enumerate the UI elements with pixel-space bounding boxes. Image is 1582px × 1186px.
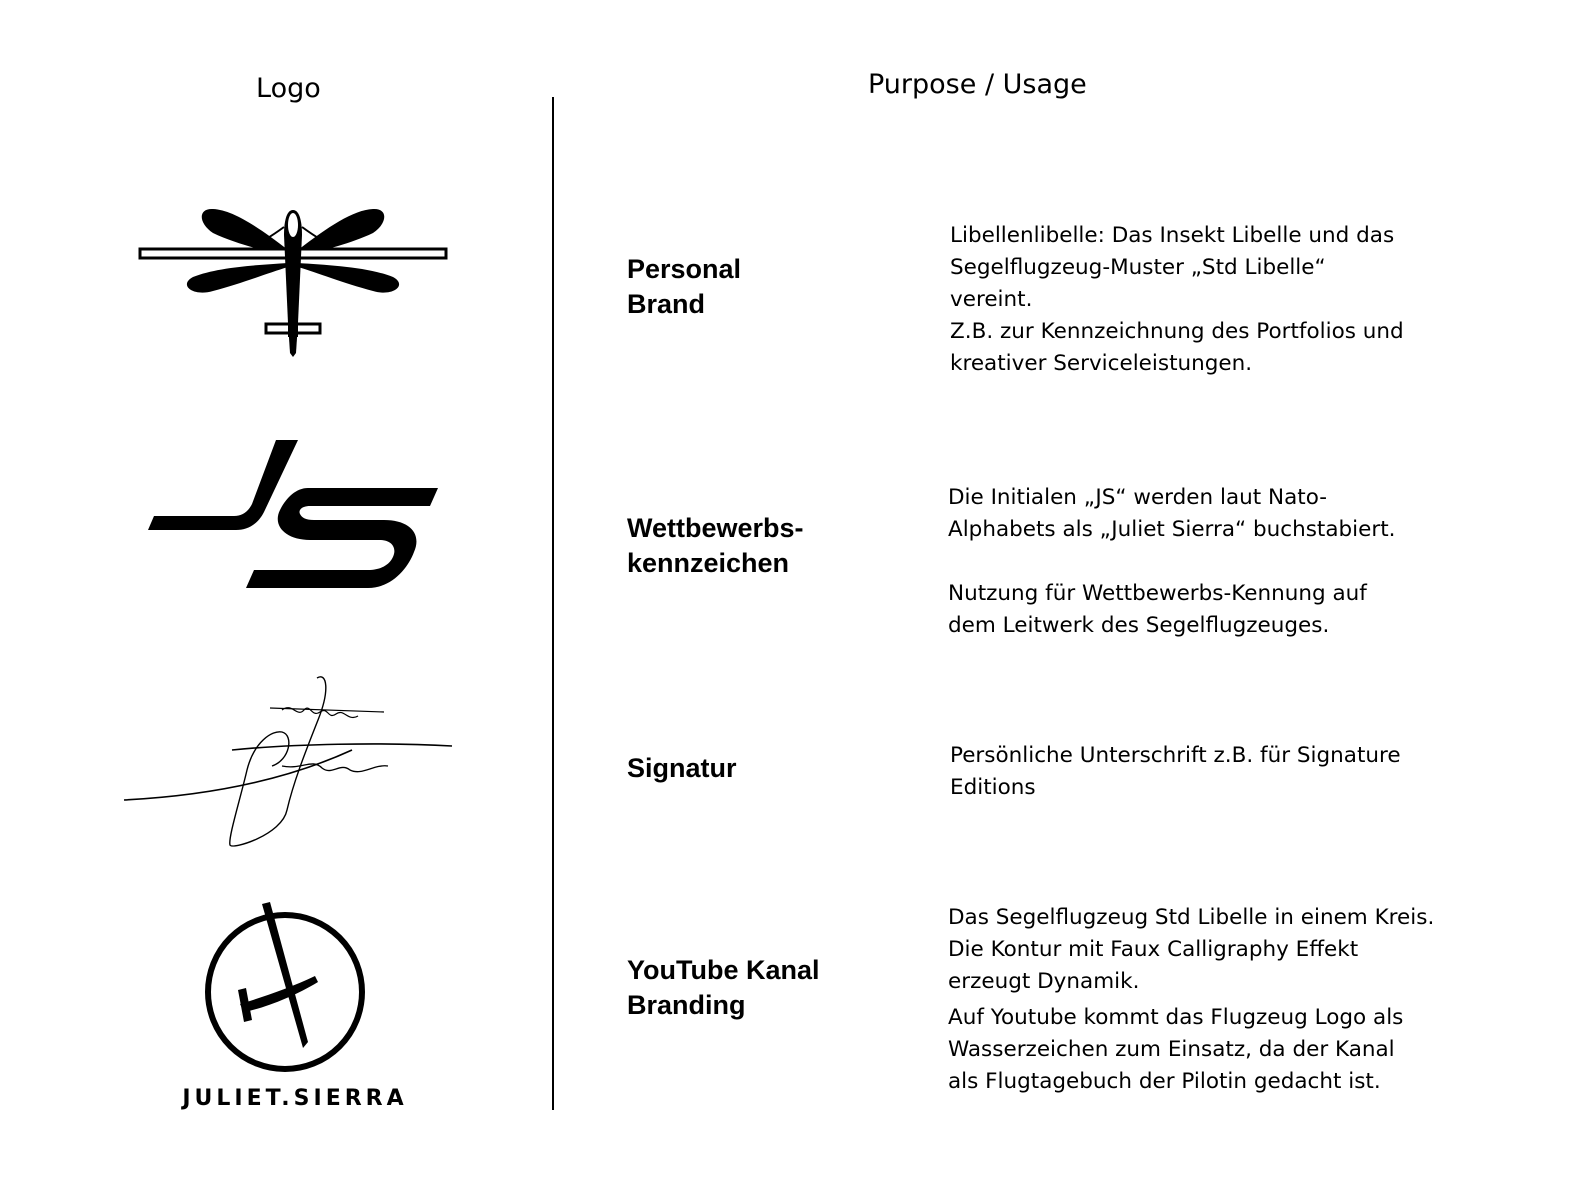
description-paragraph: Libellenlibelle: Das Insekt Libelle und das Segelflugzeug-Muster „Std Libelle“ vereint. Z.B. zur Kennzeichnung des Portfolios und kreativer Serviceleistungen. (950, 223, 1404, 376)
brand-wordmark: JULIET.SIERRA (182, 1086, 408, 1111)
column-divider (552, 97, 554, 1110)
row-description-personal-brand (950, 220, 1404, 380)
description-paragraph: Auf Youtube kommt das Flugzeug Logo als Wasserzeichen zum Einsatz, da der Kanal als Flugtagebuch der Pilotin gedacht ist. (948, 1005, 1404, 1094)
description-paragraph: Persönliche Unterschrift z.B. für Signature Editions (950, 743, 1401, 800)
row-description-signatur (950, 740, 1401, 804)
signature-icon (122, 670, 457, 860)
row-label-signatur: Signatur (627, 753, 737, 783)
description-paragraph: Die Initialen „JS“ werden laut Nato- Alphabets als „Juliet Sierra“ buchstabiert. (948, 485, 1396, 542)
logo-column-header: Logo (256, 73, 321, 104)
row-label-wettbewerbskennzeichen: Wettbewerbs- kennzeichen (627, 513, 804, 578)
purpose-column-header: Purpose / Usage (868, 69, 1087, 100)
row-description-youtube-kanal-branding (948, 902, 1434, 1098)
description-paragraph: Das Segelflugzeug Std Libelle in einem Kreis. Die Kontur mit Faux Calligraphy Effekt erzeugt Dynamik. (948, 905, 1435, 994)
js-initials-icon (148, 440, 438, 595)
glider-circle-icon (200, 902, 370, 1077)
row-label-personal-brand: Personal Brand (627, 254, 742, 319)
row-label-youtube-kanal-branding: YouTube Kanal Branding (627, 955, 820, 1020)
dragonfly-glider-icon (138, 205, 448, 360)
row-description-wettbewerbskennzeichen (948, 482, 1395, 642)
description-paragraph: Nutzung für Wettbewerbs-Kennung auf dem Leitwerk des Segelflugzeuges. (948, 581, 1367, 638)
